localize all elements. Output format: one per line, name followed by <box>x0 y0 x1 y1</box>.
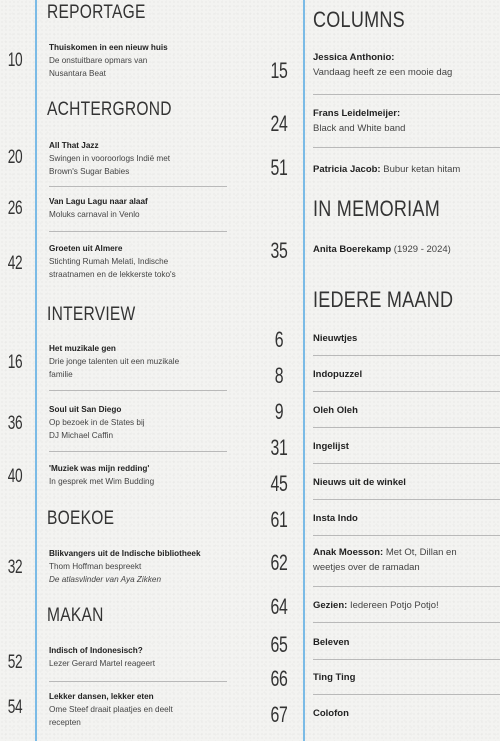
divider <box>313 586 500 587</box>
entry-title: Nieuws uit de winkel <box>313 477 406 488</box>
page-number: 67 <box>270 702 288 727</box>
page-number: 9 <box>274 399 284 424</box>
toc-entry[interactable] <box>49 403 229 442</box>
page-number: 6 <box>274 327 284 352</box>
column-divider-line <box>303 0 305 741</box>
divider <box>49 231 227 232</box>
toc-entry[interactable] <box>49 342 229 381</box>
entry-subtitle: Nusantara Beat <box>49 69 106 78</box>
column-divider-line <box>35 0 37 741</box>
entry-subtitle: Black and White band <box>313 123 406 134</box>
section-achtergrond: ACHTERGROND <box>47 99 172 120</box>
entry-subtitle: recepten <box>49 718 81 727</box>
entry-title: 'Muziek was mijn redding' <box>49 464 150 473</box>
entry-subtitle: Swingen in vooroorlogs Indië met <box>49 154 171 163</box>
toc-entry[interactable] <box>313 403 498 418</box>
entry-title: Lekker dansen, lekker eten <box>49 692 154 701</box>
page-number: 51 <box>270 155 288 180</box>
entry-title: Indopuzzel <box>313 369 363 380</box>
entry-subtitle: Op bezoek in de States bij <box>49 418 145 427</box>
section-boekoe: BOEKOE <box>47 508 115 529</box>
toc-entry[interactable] <box>313 670 498 685</box>
toc-entry[interactable] <box>49 462 229 488</box>
toc-entry[interactable] <box>49 242 229 281</box>
divider <box>49 681 227 682</box>
page-number: 42 <box>7 253 23 274</box>
entry-subtitle: De atlasvlinder van Aya Zikken <box>49 575 162 584</box>
divider <box>313 147 500 148</box>
entry-title: Soul uit San Diego <box>49 405 122 414</box>
entry-subtitle: De onstuitbare opmars van <box>49 56 148 65</box>
entry-title: Blikvangers uit de Indische bibliotheek <box>49 549 201 558</box>
entry-subtitle: DJ Michael Caffin <box>49 431 114 440</box>
divider <box>313 94 500 95</box>
toc-entry[interactable] <box>49 139 229 178</box>
toc-entry[interactable] <box>313 50 498 80</box>
page-number: 40 <box>7 466 23 487</box>
toc-entry[interactable] <box>313 545 498 575</box>
entry-subtitle: Ome Steef draait plaatjes en deelt <box>49 705 173 714</box>
toc-entry[interactable] <box>49 690 229 729</box>
toc-entry[interactable] <box>313 439 498 454</box>
divider <box>313 427 500 428</box>
page-number: 35 <box>270 238 288 263</box>
page-number: 31 <box>270 435 288 460</box>
toc-entry[interactable] <box>313 162 498 177</box>
page-number: 26 <box>7 198 23 219</box>
entry-title: Jessica Anthonio: <box>313 52 395 63</box>
page-number: 10 <box>7 50 23 71</box>
entry-title: Gezien: <box>313 600 348 611</box>
page-number: 66 <box>270 666 288 691</box>
toc-entry[interactable] <box>49 547 229 586</box>
entry-title: Thuiskomen in een nieuw huis <box>49 43 168 52</box>
entry-title: Anita Boerekamp <box>313 244 392 255</box>
entry-subtitle: Iedereen Potjo Potjo! <box>349 600 439 611</box>
toc-entry[interactable] <box>313 706 498 721</box>
page-number: 62 <box>270 550 288 575</box>
entry-subtitle: (1929 - 2024) <box>393 244 451 255</box>
entry-title: Groeten uit Almere <box>49 244 123 253</box>
toc-entry[interactable] <box>313 635 498 650</box>
section-reportage: REPORTAGE <box>47 2 146 23</box>
entry-subtitle: Moluks carnaval in Venlo <box>49 210 140 219</box>
page-number: 24 <box>270 111 288 136</box>
entry-title: Indisch of Indonesisch? <box>49 646 143 655</box>
section-iedere-maand: IEDERE MAAND <box>313 287 454 312</box>
page-number: 20 <box>7 147 23 168</box>
toc-left-column <box>0 0 230 741</box>
divider <box>313 355 500 356</box>
toc-entry[interactable] <box>313 511 498 526</box>
entry-subtitle: weetjes over de ramadan <box>313 562 420 573</box>
entry-title: Ingelijst <box>313 441 349 452</box>
entry-title: Beleven <box>313 637 350 648</box>
entry-title: Nieuwtjes <box>313 333 358 344</box>
divider <box>313 391 500 392</box>
entry-subtitle: Lezer Gerard Martel reageert <box>49 659 156 668</box>
page-number: 16 <box>7 352 23 373</box>
page-number: 52 <box>7 652 23 673</box>
entry-title: Frans Leidelmeijer: <box>313 108 401 119</box>
divider <box>49 186 227 187</box>
page-number: 8 <box>274 363 284 388</box>
entry-subtitle: straatnamen en de lekkerste toko's <box>49 270 176 279</box>
page-number: 32 <box>7 557 23 578</box>
entry-subtitle: In gesprek met Wim Budding <box>49 477 155 486</box>
section-in-memoriam: IN MEMORIAM <box>313 196 440 221</box>
toc-entry[interactable] <box>49 195 229 221</box>
divider <box>313 499 500 500</box>
entry-subtitle: Brown's Sugar Babies <box>49 167 130 176</box>
entry-title: Ting Ting <box>313 672 356 683</box>
toc-entry[interactable] <box>49 644 229 670</box>
section-makan: MAKAN <box>47 605 104 626</box>
page-number: 65 <box>270 632 288 657</box>
entry-title: Insta Indo <box>313 513 358 524</box>
entry-title: Van Lagu Lagu naar alaaf <box>49 197 148 206</box>
entry-subtitle: Met Ot, Dillan en <box>385 547 457 558</box>
page-number: 15 <box>270 58 288 83</box>
page-number: 36 <box>7 413 23 434</box>
entry-subtitle: Drie jonge talenten uit een muzikale <box>49 357 180 366</box>
divider <box>313 659 500 660</box>
divider <box>313 463 500 464</box>
toc-entry[interactable] <box>313 106 498 136</box>
divider <box>49 451 227 452</box>
toc-entry[interactable] <box>313 242 498 257</box>
divider <box>313 535 500 536</box>
entry-title: Anak Moesson: <box>313 547 384 558</box>
entry-subtitle: Vandaag heeft ze een mooie dag <box>313 67 453 78</box>
entry-title: Patricia Jacob: <box>313 164 381 175</box>
entry-title: Colofon <box>313 708 349 719</box>
page-number: 45 <box>270 471 288 496</box>
divider <box>313 622 500 623</box>
divider <box>313 694 500 695</box>
page-number: 61 <box>270 507 288 532</box>
section-interview: INTERVIEW <box>47 304 136 325</box>
divider <box>49 390 227 391</box>
entry-subtitle: Thom Hoffman bespreekt <box>49 562 142 571</box>
section-columns: COLUMNS <box>313 7 405 32</box>
toc-right-column <box>248 0 500 741</box>
entry-title: All That Jazz <box>49 141 99 150</box>
toc-entry[interactable] <box>313 367 498 382</box>
page-number: 64 <box>270 594 288 619</box>
entry-subtitle: familie <box>49 370 73 379</box>
toc-entry[interactable] <box>49 41 229 80</box>
toc-entry[interactable] <box>313 331 498 346</box>
entry-subtitle: Stichting Rumah Melati, Indische <box>49 257 169 266</box>
entry-title: Het muzikale gen <box>49 344 116 353</box>
page-number: 54 <box>7 697 23 718</box>
entry-subtitle: Bubur ketan hitam <box>383 164 461 175</box>
toc-entry[interactable] <box>313 475 498 490</box>
entry-title: Oleh Oleh <box>313 405 358 416</box>
toc-entry[interactable] <box>313 598 498 613</box>
